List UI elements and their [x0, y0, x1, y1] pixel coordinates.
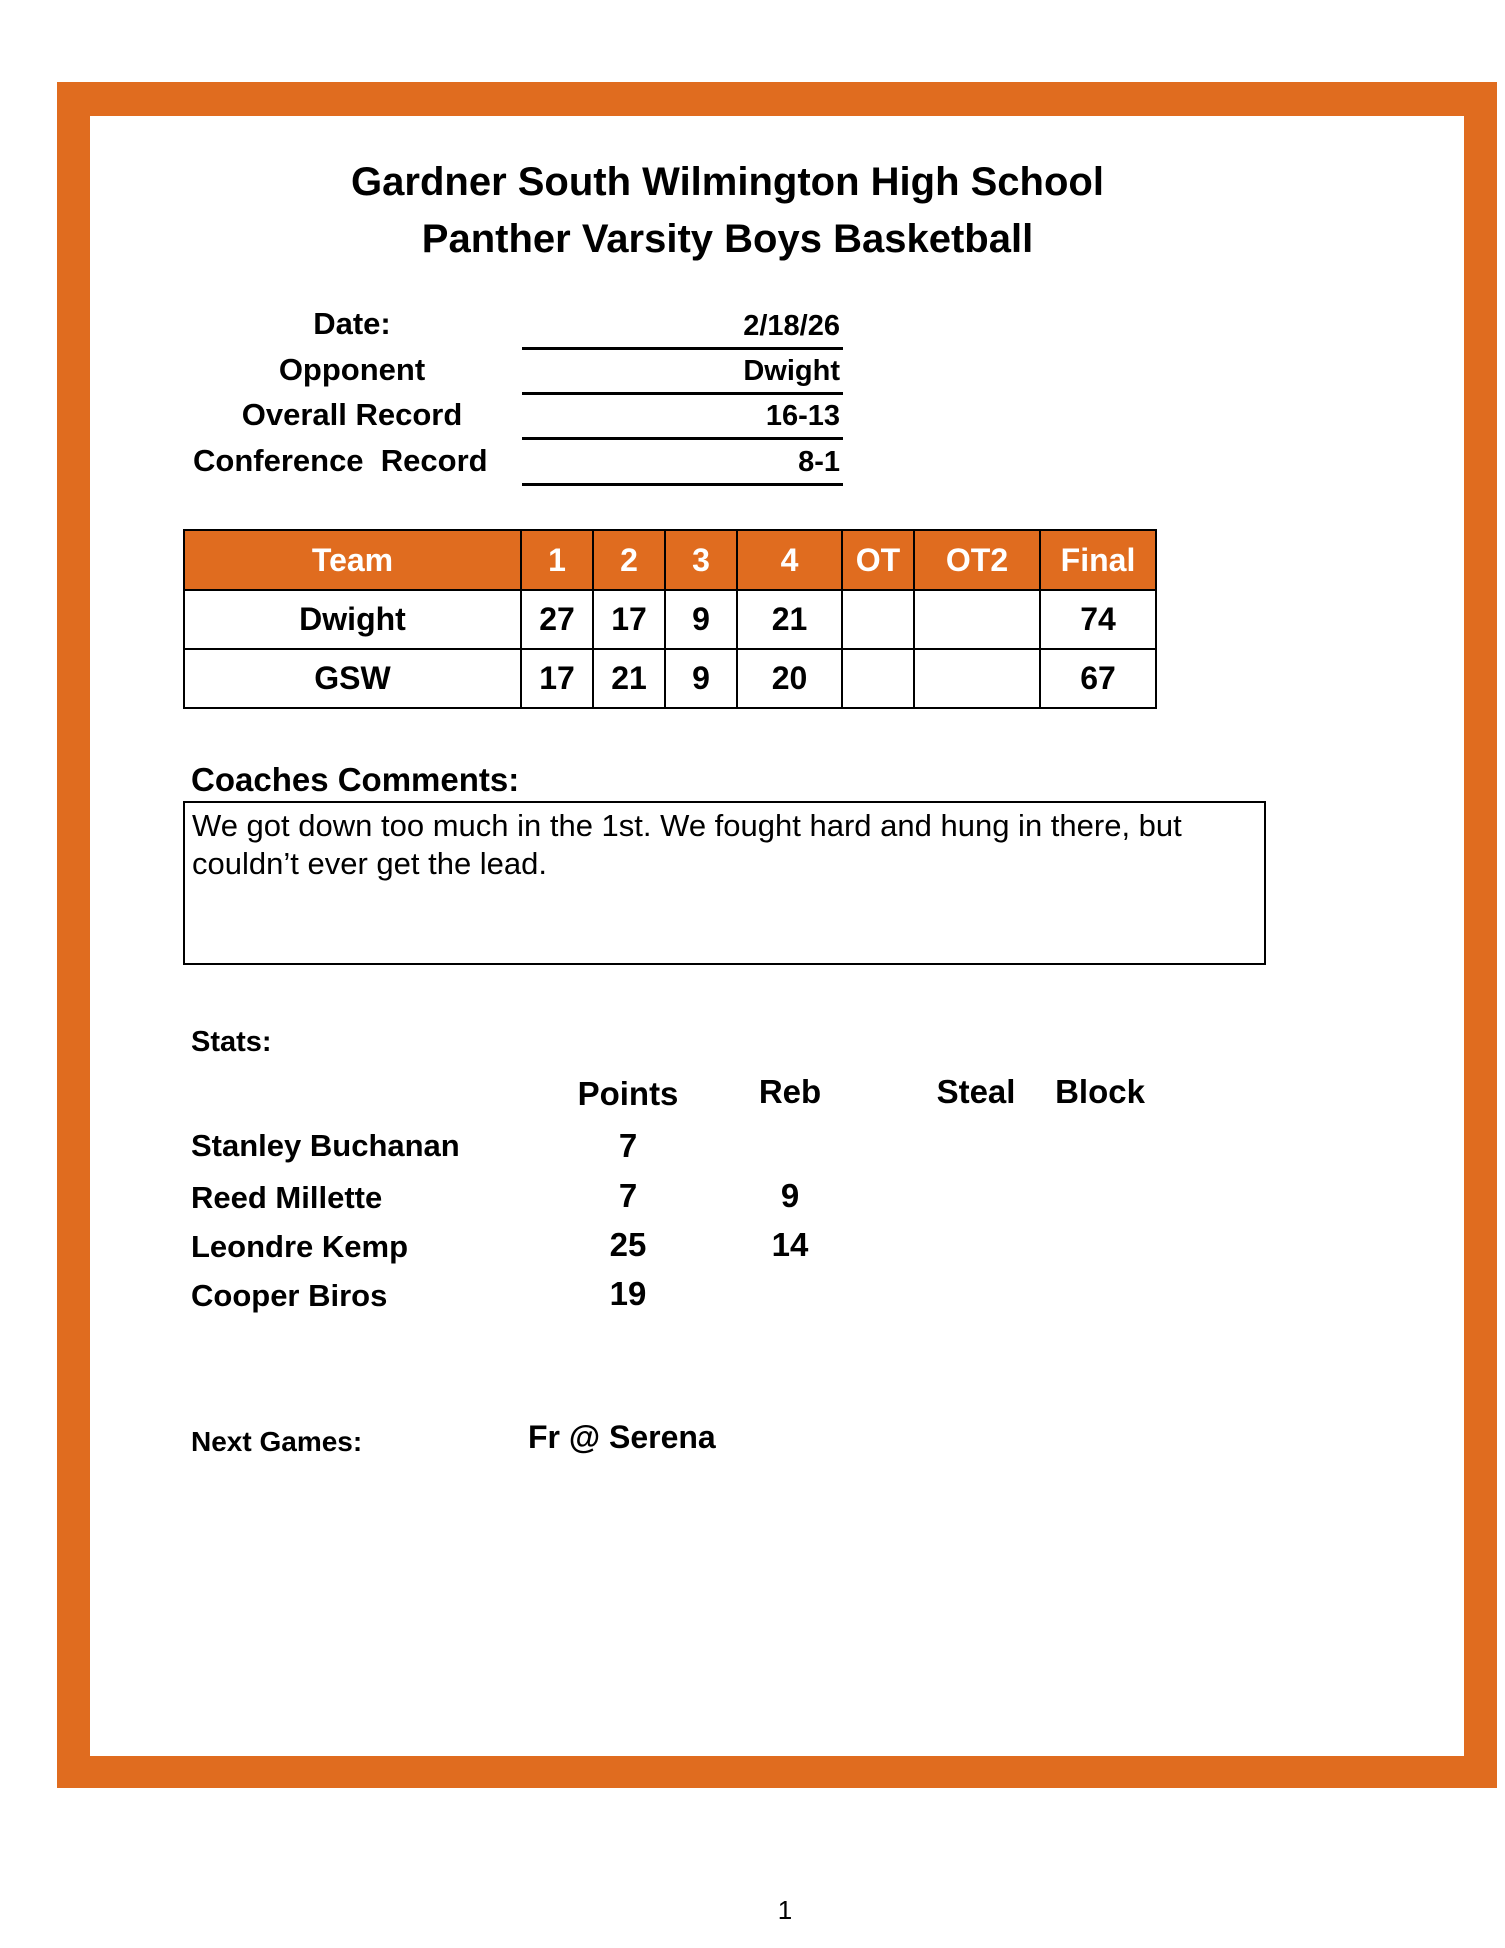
date-underline — [522, 347, 843, 350]
ot-score-cell — [842, 590, 914, 649]
next-games-value: Fr @ Serena — [528, 1419, 716, 1455]
player-points: 19 — [609, 1275, 647, 1312]
conference-record-label: Conference Record — [193, 443, 488, 478]
header-q4: 4 — [737, 530, 842, 590]
stat-column-points: Points — [577, 1075, 679, 1112]
player-points: 7 — [618, 1127, 638, 1164]
conference-record-underline — [522, 483, 843, 486]
player-name: Reed Millette — [191, 1180, 383, 1215]
q1-score-cell: 27 — [521, 590, 593, 649]
stat-column-block: Block — [1055, 1073, 1145, 1110]
ot2-score-cell — [914, 590, 1040, 649]
player-name: Stanley Buchanan — [191, 1128, 460, 1163]
stat-column-steal: Steal — [936, 1073, 1016, 1110]
q3-score-cell: 9 — [665, 649, 737, 708]
q4-score-cell: 20 — [737, 649, 842, 708]
q4-score-cell: 21 — [737, 590, 842, 649]
team-name-cell: Dwight — [184, 590, 521, 649]
scoreboard-table — [183, 529, 1157, 709]
player-points: 7 — [618, 1177, 638, 1214]
q2-score-cell: 21 — [593, 649, 665, 708]
overall-record-underline — [522, 437, 843, 440]
header-q1: 1 — [521, 530, 593, 590]
opponent-underline — [522, 392, 843, 395]
table-row — [184, 649, 1156, 708]
stat-column-reb: Reb — [758, 1073, 822, 1110]
conference-record-value: 8-1 — [798, 446, 840, 478]
opponent-label: Opponent — [278, 352, 426, 387]
q2-score-cell: 17 — [593, 590, 665, 649]
overall-record-value: 16-13 — [765, 400, 840, 432]
school-title: Gardner South Wilmington High School — [351, 160, 1104, 204]
comments-text: We got down too much in the 1st. We fought hard and hung in there, but couldn’t ever get the lead. — [192, 808, 1182, 881]
team-title: Panther Varsity Boys Basketball — [421, 217, 1034, 261]
team-name-cell: GSW — [184, 649, 521, 708]
comments-heading: Coaches Comments: — [191, 761, 520, 798]
player-name: Leondre Kemp — [191, 1229, 409, 1264]
ot-score-cell — [842, 649, 914, 708]
page-number: 1 — [777, 1895, 793, 1925]
overall-record-label: Overall Record — [241, 397, 463, 432]
final-score-cell: 74 — [1040, 590, 1156, 649]
player-reb: 9 — [780, 1177, 800, 1214]
table-row — [184, 590, 1156, 649]
header-ot: OT — [842, 530, 914, 590]
player-reb: 14 — [771, 1226, 809, 1263]
date-label: Date: — [313, 306, 391, 341]
header-team: Team — [184, 530, 521, 590]
header-q3: 3 — [665, 530, 737, 590]
ot2-score-cell — [914, 649, 1040, 708]
q3-score-cell: 9 — [665, 590, 737, 649]
header-final: Final — [1040, 530, 1156, 590]
header-q2: 2 — [593, 530, 665, 590]
comments-box — [183, 801, 1266, 965]
stats-heading: Stats: — [191, 1026, 272, 1058]
player-name: Cooper Biros — [191, 1278, 388, 1313]
next-games-label: Next Games: — [191, 1426, 363, 1457]
scoreboard-header-row — [184, 530, 1156, 590]
q1-score-cell: 17 — [521, 649, 593, 708]
final-score-cell: 67 — [1040, 649, 1156, 708]
opponent-value: Dwight — [743, 355, 840, 387]
header-ot2: OT2 — [914, 530, 1040, 590]
date-value: 2/18/26 — [743, 310, 840, 342]
player-points: 25 — [609, 1226, 647, 1263]
